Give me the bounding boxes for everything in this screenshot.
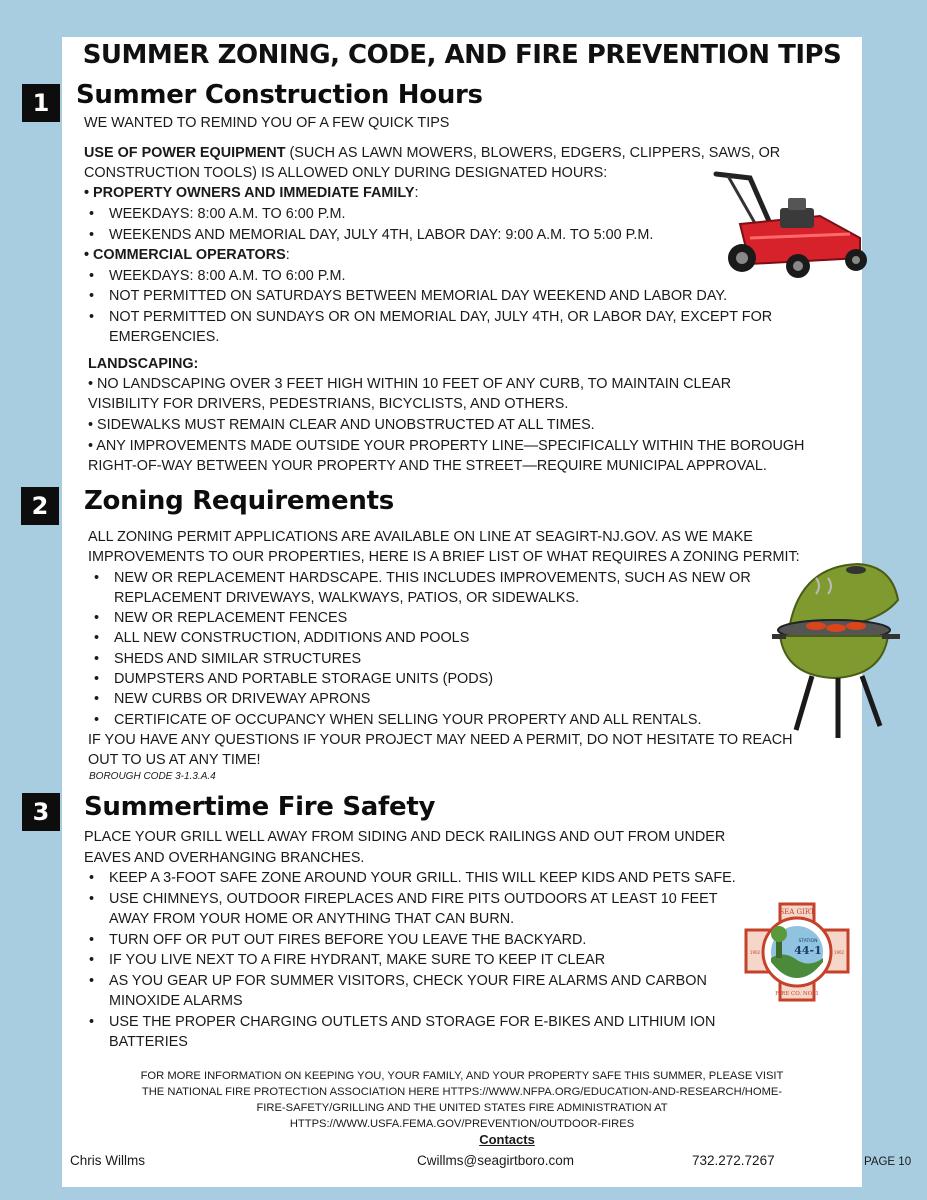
section-2-number: 2	[21, 487, 59, 525]
s1-power-bold: USE OF POWER EQUIPMENT	[84, 145, 286, 161]
s2-outro-1: IF YOU HAVE ANY QUESTIONS IF YOUR PROJECT MAY NEED A PERMIT, DO NOT HESITATE TO REACH	[88, 732, 793, 748]
s2-item-7: • CERTIFICATE OF OCCUPANCY WHEN SELLING YOUR PROPERTY AND ALL RENTALS.	[114, 712, 701, 728]
s1-commercial-item-3: • NOT PERMITTED ON SUNDAYS OR ON MEMORIAL DAY, JULY 4TH, OR LABOR DAY, EXCEPT FOR	[109, 309, 772, 325]
s1-power-rest1: (SUCH AS LAWN MOWERS, BLOWERS, EDGERS, CLIPPERS, SAWS, OR	[285, 145, 781, 161]
contacts-heading: Contacts	[479, 1132, 535, 1147]
s1-landscaping-line-3: • SIDEWALKS MUST REMAIN CLEAR AND UNOBSTRUCTED AT ALL TIMES.	[88, 417, 595, 433]
contact-email[interactable]: Cwillms@seagirtboro.com	[417, 1153, 574, 1168]
page-number: PAGE 10	[864, 1156, 912, 1168]
s1-landscaping-line-1: • NO LANDSCAPING OVER 3 FEET HIGH WITHIN 10 FEET OF ANY CURB, TO MAINTAIN CLEAR	[88, 376, 732, 392]
footer-note-line-2: THE NATIONAL FIRE PROTECTION ASSOCIATION HERE HTTPS://WWW.NFPA.ORG/EDUCATION-AND-RESEARCH/HOME-	[141, 1086, 783, 1098]
badge-number-text: 44-1	[794, 944, 822, 957]
s3-item-4: • IF YOU LIVE NEXT TO A FIRE HYDRANT, MAKE SURE TO KEEP IT CLEAR	[109, 952, 605, 968]
s1-owners-item-1: • WEEKDAYS: 8:00 A.M. TO 6:00 P.M.	[109, 206, 345, 222]
lawn-mower-icon	[710, 168, 870, 280]
s3-item-5: • AS YOU GEAR UP FOR SUMMER VISITORS, CHECK YOUR FIRE ALARMS AND CARBON	[109, 973, 707, 989]
badge-right-text: 1902	[833, 950, 845, 955]
s2-code-ref: BOROUGH CODE 3-1.3.A.4	[89, 771, 216, 782]
s1-landscaping-label: LANDSCAPING:	[88, 356, 199, 372]
grill-icon	[772, 560, 904, 740]
s3-item-6: • USE THE PROPER CHARGING OUTLETS AND STORAGE FOR E-BIKES AND LITHIUM ION	[109, 1014, 715, 1030]
badge-top-text: SEA GIRT	[779, 908, 815, 916]
fire-company-badge	[744, 902, 850, 1002]
s2-item-1: • NEW OR REPLACEMENT HARDSCAPE. THIS INCLUDES IMPROVEMENTS, SUCH AS NEW OR	[114, 570, 751, 586]
s2-outro-2: OUT TO US AT ANY TIME!	[88, 752, 261, 768]
badge-station-text: STATION	[798, 939, 818, 944]
section-3-number: 3	[22, 793, 60, 831]
section-2-title: Zoning Requirements	[84, 486, 394, 516]
s3-item-2-cont: AWAY FROM YOUR HOME OR ANYTHING THAT CAN BURN.	[109, 911, 515, 927]
s1-commercial-label: • COMMERCIAL OPERATORS:	[84, 247, 290, 263]
badge-left-text: 1902	[749, 950, 761, 955]
s2-item-5: • DUMPSTERS AND PORTABLE STORAGE UNITS (PODS)	[114, 671, 493, 687]
footer-note-line-3: FIRE-SAFETY/GRILLING AND THE UNITED STATES FIRE ADMINISTRATION AT	[256, 1102, 668, 1114]
footer-note-line-1: FOR MORE INFORMATION ON KEEPING YOU, YOUR FAMILY, AND YOUR PROPERTY SAFE THIS SUMMER, PLEASE VISIT	[140, 1070, 784, 1082]
page-title: SUMMER ZONING, CODE, AND FIRE PREVENTION TIPS	[82, 40, 842, 70]
footer-note	[62, 1068, 862, 1132]
s3-item-5-cont: MINOXIDE ALARMS	[109, 993, 243, 1009]
footer-note-line-4: HTTPS://WWW.USFA.FEMA.GOV/PREVENTION/OUTDOOR-FIRES	[289, 1118, 635, 1130]
s3-item-2: • USE CHIMNEYS, OUTDOOR FIREPLACES AND FIRE PITS OUTDOORS AT LEAST 10 FEET	[109, 891, 718, 907]
s1-commercial-item-2: • NOT PERMITTED ON SATURDAYS BETWEEN MEMORIAL DAY WEEKEND AND LABOR DAY.	[109, 288, 727, 304]
s2-item-2: • NEW OR REPLACEMENT FENCES	[114, 610, 347, 626]
s3-item-1: • KEEP A 3-FOOT SAFE ZONE AROUND YOUR GRILL. THIS WILL KEEP KIDS AND PETS SAFE.	[109, 870, 736, 886]
s3-item-3: • TURN OFF OR PUT OUT FIRES BEFORE YOU LEAVE THE BACKYARD.	[109, 932, 586, 948]
s1-owners-label-text: • PROPERTY OWNERS AND IMMEDIATE FAMILY	[84, 185, 415, 201]
s1-commercial-label-text: • COMMERCIAL OPERATORS	[84, 247, 286, 263]
contact-name: Chris Willms	[70, 1153, 145, 1168]
section-3-title: Summertime Fire Safety	[84, 792, 436, 822]
s1-commercial-item-3-cont: EMERGENCIES.	[109, 329, 220, 345]
s1-landscaping-line-4: • ANY IMPROVEMENTS MADE OUTSIDE YOUR PROPERTY LINE—SPECIFICALLY WITHIN THE BOROUGH	[88, 438, 805, 454]
badge-bottom-text: FIRE CO. NO. 1	[775, 991, 819, 997]
s2-item-6: • NEW CURBS OR DRIVEWAY APRONS	[114, 691, 370, 707]
s2-intro-2: IMPROVEMENTS TO OUR PROPERTIES, HERE IS A BRIEF LIST OF WHAT REQUIRES A ZONING PERMIT:	[88, 549, 800, 565]
s2-item-1-cont: REPLACEMENT DRIVEWAYS, WALKWAYS, PATIOS, OR SIDEWALKS.	[114, 590, 580, 606]
s1-power-line1	[84, 145, 780, 161]
s1-owners-label: • PROPERTY OWNERS AND IMMEDIATE FAMILY:	[84, 185, 419, 201]
s1-owners-item-2: • WEEKENDS AND MEMORIAL DAY, JULY 4TH, LABOR DAY: 9:00 A.M. TO 5:00 P.M.	[109, 227, 653, 243]
section-1-number: 1	[22, 84, 60, 122]
s2-item-3: • ALL NEW CONSTRUCTION, ADDITIONS AND POOLS	[114, 630, 469, 646]
s3-item-6-cont: BATTERIES	[109, 1034, 188, 1050]
s1-intro: WE WANTED TO REMIND YOU OF A FEW QUICK TIPS	[84, 115, 450, 131]
s2-intro-1: ALL ZONING PERMIT APPLICATIONS ARE AVAILABLE ON LINE AT SEAGIRT-NJ.GOV. AS WE MAKE	[88, 529, 753, 545]
s1-landscaping-line-2: VISIBILITY FOR DRIVERS, PEDESTRIANS, BICYCLISTS, AND OTHERS.	[88, 396, 569, 412]
section-1-title: Summer Construction Hours	[76, 80, 483, 110]
s3-intro-1: PLACE YOUR GRILL WELL AWAY FROM SIDING AND DECK RAILINGS AND OUT FROM UNDER	[84, 829, 726, 845]
s1-commercial-item-1: • WEEKDAYS: 8:00 A.M. TO 6:00 P.M.	[109, 268, 345, 284]
contact-phone[interactable]: 732.272.7267	[692, 1153, 775, 1168]
s3-intro-2: EAVES AND OVERHANGING BRANCHES.	[84, 850, 365, 866]
s1-landscaping-line-5: RIGHT-OF-WAY BETWEEN YOUR PROPERTY AND THE STREET—REQUIRE MUNICIPAL APPROVAL.	[88, 458, 767, 474]
s2-item-4: • SHEDS AND SIMILAR STRUCTURES	[114, 651, 361, 667]
s1-power-line2: CONSTRUCTION TOOLS) IS ALLOWED ONLY DURING DESIGNATED HOURS:	[84, 165, 608, 181]
